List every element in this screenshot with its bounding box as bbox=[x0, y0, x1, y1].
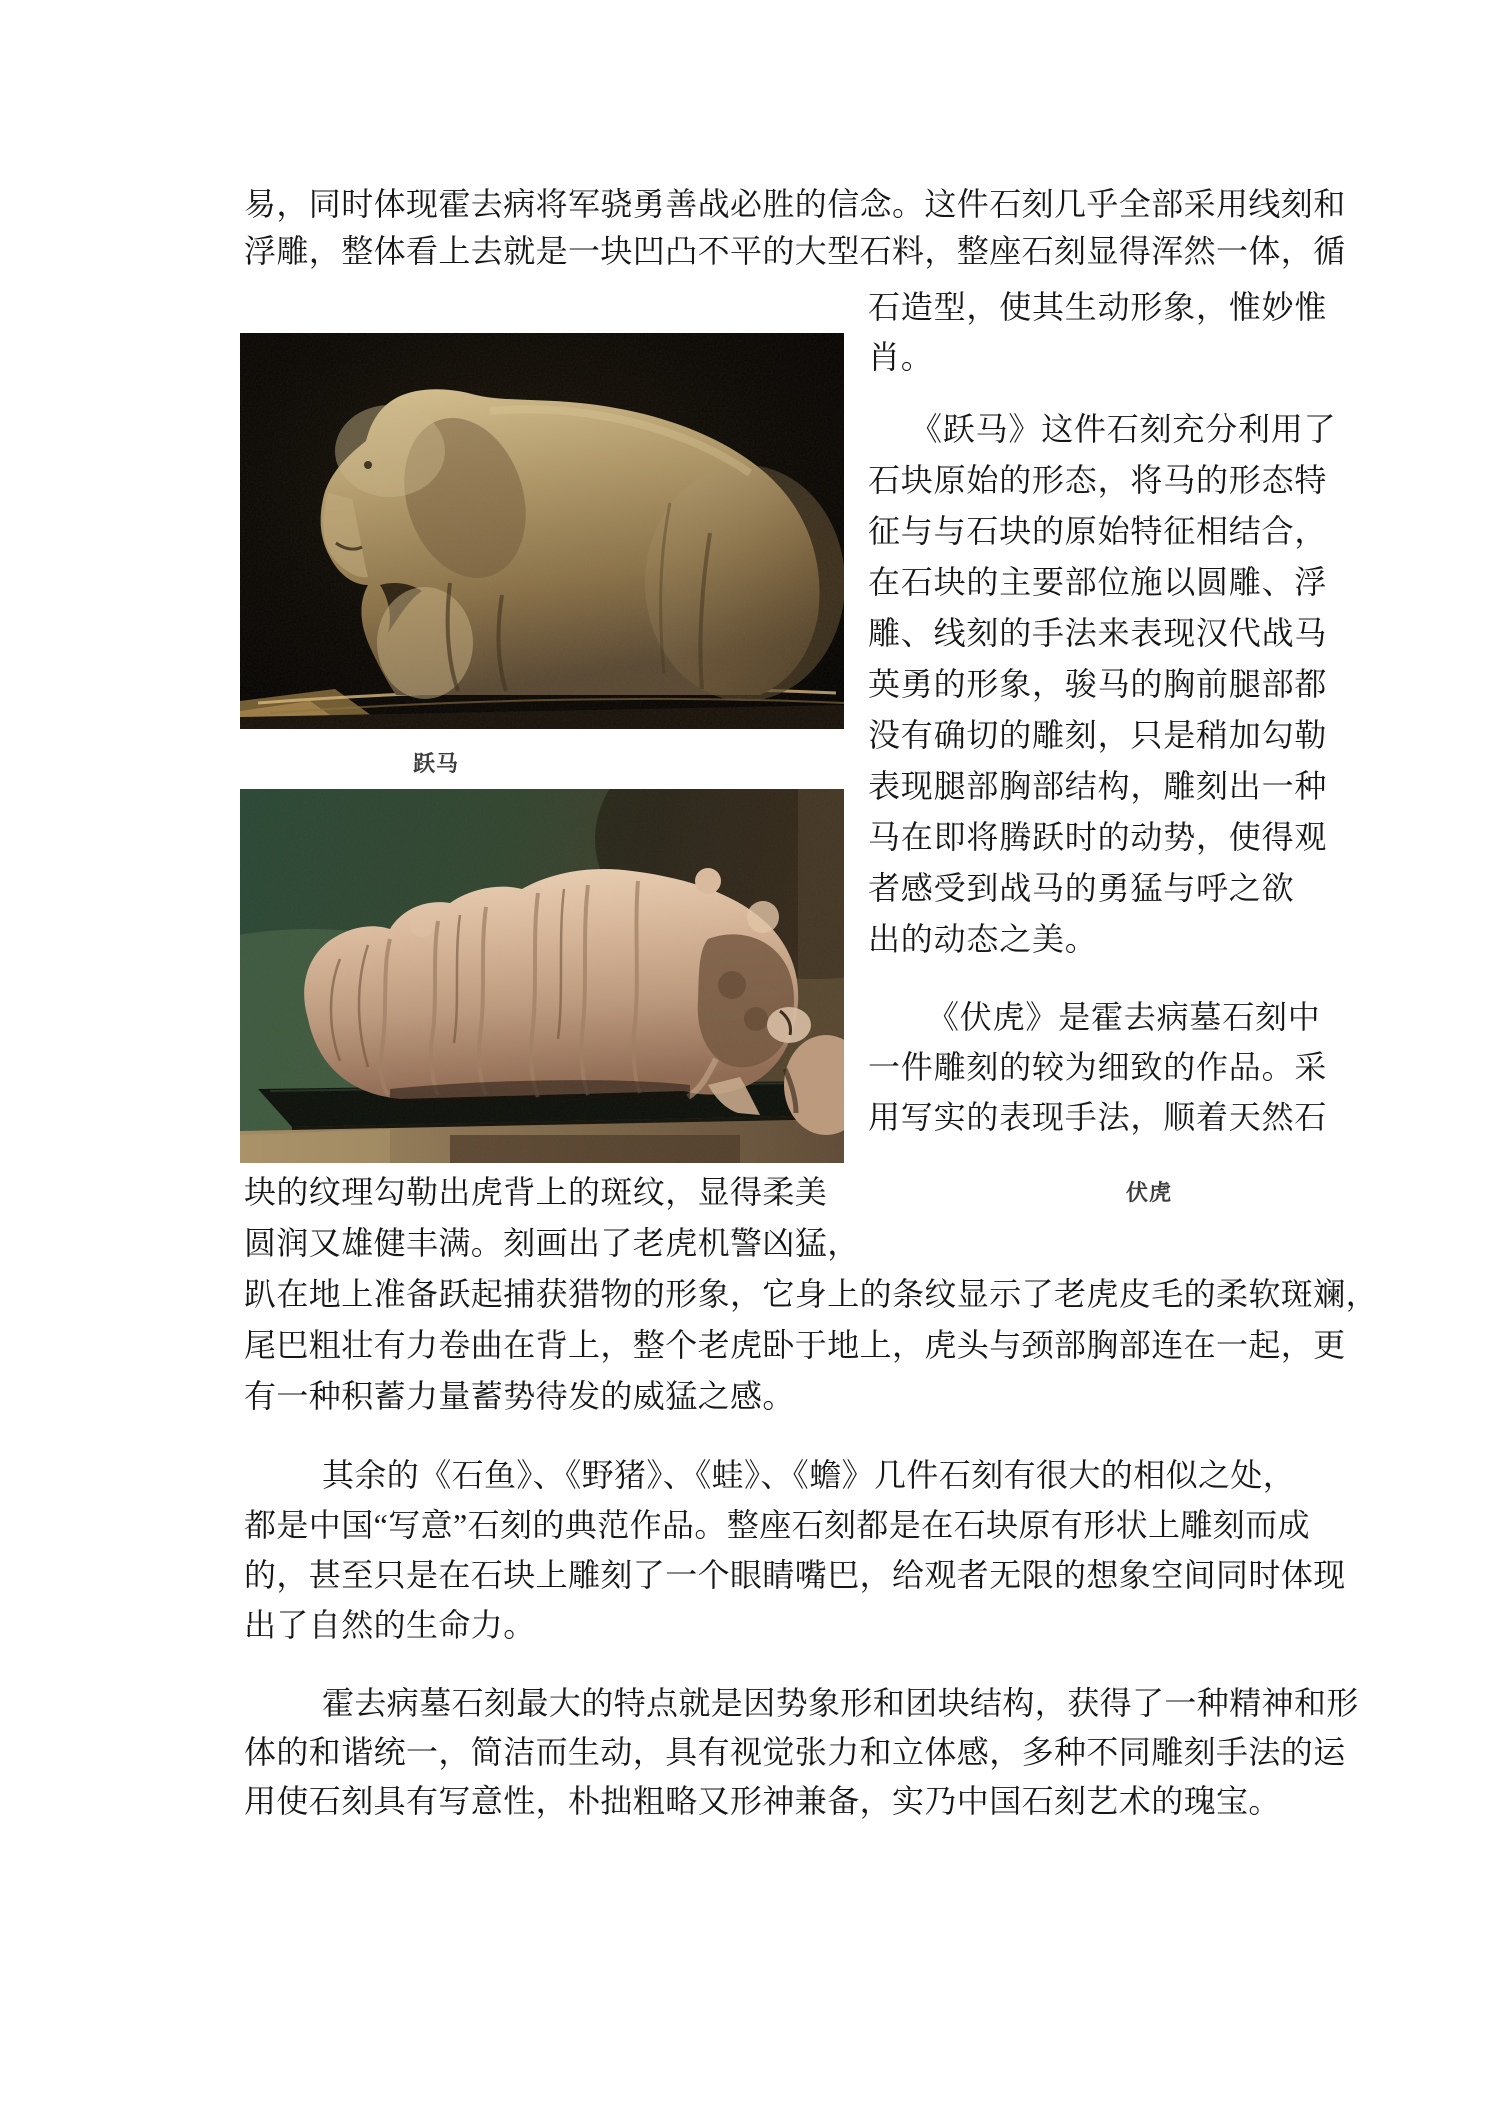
text-line: 都是中国“写意”石刻的典范作品。整座石刻都是在石块原有形状上雕刻而成 bbox=[244, 1507, 1311, 1543]
tiger-photo bbox=[240, 789, 844, 1163]
paragraph-conclusion bbox=[244, 1679, 1359, 1826]
text-line: 用写实的表现手法，顺着天然石 bbox=[868, 1099, 1328, 1135]
right-column-paragraph-crouching-tiger bbox=[868, 992, 1328, 1142]
tiger-caption: 伏虎 bbox=[1126, 1180, 1173, 1205]
horse-caption: 跃马 bbox=[412, 751, 459, 776]
text-line: 其余的《石鱼》、《野猪》、《蛙》、《蟾》几件石刻有很大的相似之处， bbox=[322, 1457, 1296, 1493]
text-line: 《跃马》这件石刻充分利用了 bbox=[910, 411, 1337, 447]
right-column-paragraph-1 bbox=[868, 282, 1328, 382]
tiger-illustration bbox=[240, 789, 844, 1163]
text-line: 出的动态之美。 bbox=[868, 921, 1098, 957]
text-line: 用使石刻具有写意性，朴拙粗略又形神兼备，实乃中国石刻艺术的瑰宝。 bbox=[244, 1783, 1281, 1819]
text-line: 趴在地上准备跃起捕获猎物的形象，它身上的条纹显示了老虎皮毛的柔软斑斓， bbox=[244, 1276, 1379, 1312]
text-line: 马在即将腾跃时的动势，使得观 bbox=[868, 819, 1328, 855]
text-line: 雕、线刻的手法来表现汉代战马 bbox=[868, 615, 1328, 651]
text-line: 出了自然的生命力。 bbox=[244, 1607, 536, 1643]
text-line: 肖。 bbox=[868, 339, 934, 375]
text-line: 有一种积蓄力量蓄势待发的威猛之感。 bbox=[244, 1378, 795, 1414]
text-line: 块的纹理勾勒出虎背上的斑纹，显得柔美 bbox=[244, 1174, 828, 1210]
text-line: 石块原始的形态，将马的形态特 bbox=[868, 462, 1328, 498]
text-line: 《伏虎》是霍去病墓石刻中 bbox=[927, 999, 1321, 1035]
text-line: 浮雕，整体看上去就是一块凹凸不平的大型石料，整座石刻显得浑然一体，循 bbox=[244, 233, 1346, 269]
text-line: 者感受到战马的勇猛与呼之欲 bbox=[868, 870, 1295, 906]
text-line: 体的和谐统一，简洁而生动，具有视觉张力和立体感，多种不同雕刻手法的运 bbox=[244, 1734, 1346, 1770]
paragraph-tiger-continuation bbox=[244, 1167, 1379, 1422]
text-line: 霍去病墓石刻最大的特点就是因势象形和团块结构，获得了一种精神和形 bbox=[322, 1685, 1359, 1721]
horse-illustration bbox=[240, 333, 844, 729]
text-line: 一件雕刻的较为细致的作品。采 bbox=[868, 1049, 1328, 1085]
text-line: 尾巴粗壮有力卷曲在背上，整个老虎卧于地上，虎头与颈部胸部连在一起，更 bbox=[244, 1327, 1346, 1363]
text-line: 易，同时体现霍去病将军骁勇善战必胜的信念。这件石刻几乎全部采用线刻和 bbox=[244, 186, 1346, 222]
horse-photo bbox=[240, 333, 844, 729]
text-line: 在石块的主要部位施以圆雕、浮 bbox=[868, 564, 1328, 600]
text-line: 石造型，使其生动形象，惟妙惟 bbox=[868, 289, 1328, 325]
right-column-paragraph-leaping-horse bbox=[868, 404, 1337, 965]
text-line: 表现腿部胸部结构，雕刻出一种 bbox=[868, 768, 1328, 804]
text-line: 征与与石块的原始特征相结合， bbox=[868, 513, 1328, 549]
paragraph-other-carvings bbox=[244, 1450, 1354, 1650]
text-line: 的，甚至只是在石块上雕刻了一个眼睛嘴巴，给观者无限的想象空间同时体现 bbox=[244, 1557, 1346, 1593]
text-line: 圆润又雄健丰满。刻画出了老虎机警凶猛， bbox=[244, 1225, 860, 1261]
text-line: 英勇的形象，骏马的胸前腿部都 bbox=[868, 666, 1328, 702]
text-line: 没有确切的雕刻，只是稍加勾勒 bbox=[868, 717, 1328, 753]
paragraph-top bbox=[244, 181, 1354, 275]
